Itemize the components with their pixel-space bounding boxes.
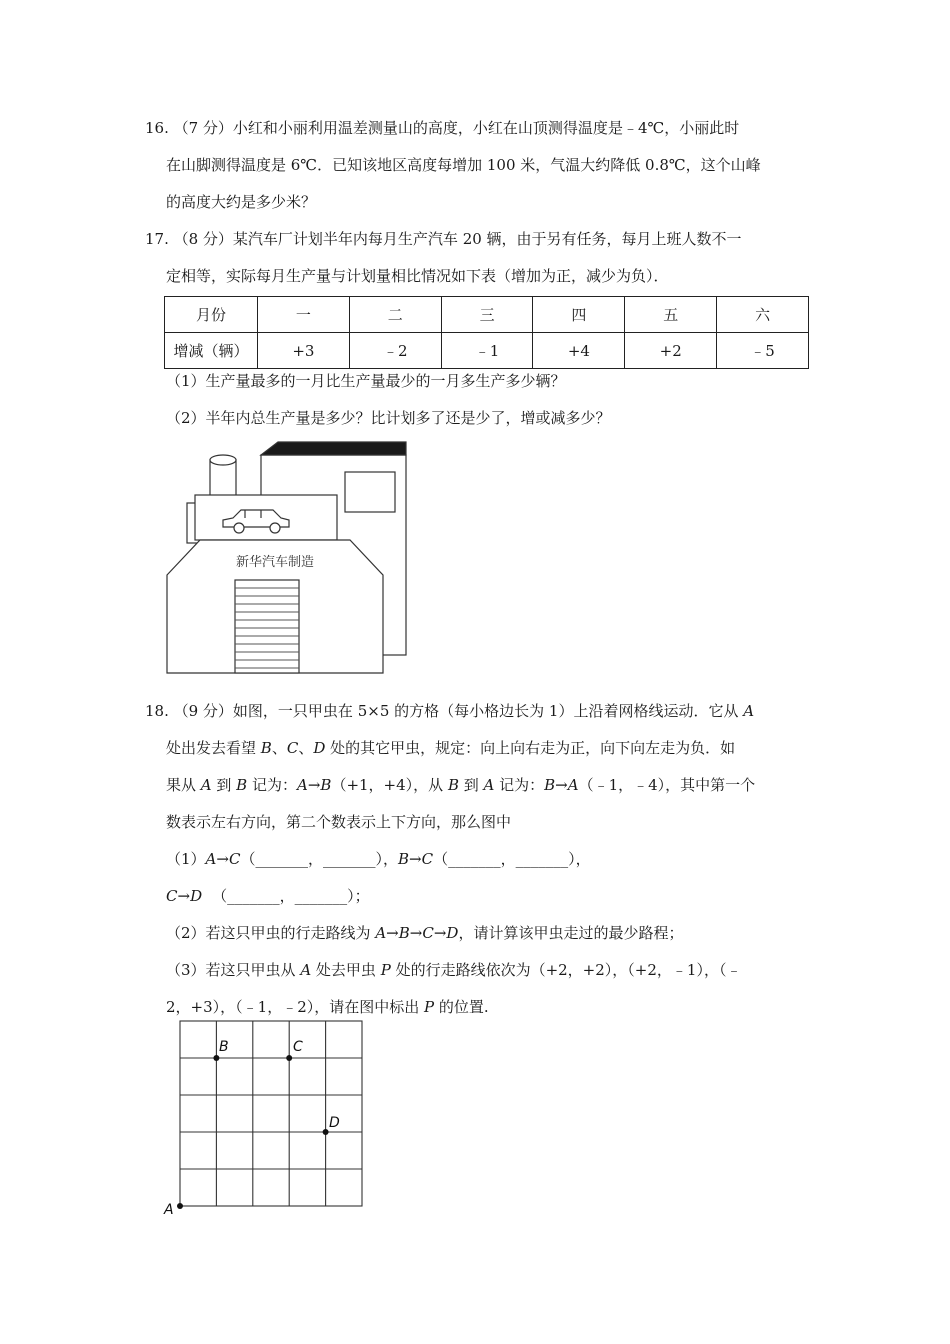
chimney-top bbox=[210, 455, 236, 465]
q18-text: 处的其它甲虫，规定：向上向右走为正，向下向左走为负．如 bbox=[325, 739, 736, 757]
var-c: C bbox=[228, 850, 241, 868]
table-cell: +2 bbox=[625, 333, 717, 369]
q18-text: 记为： bbox=[247, 776, 297, 794]
tall-building-roof bbox=[261, 442, 406, 455]
var-b: B bbox=[397, 850, 410, 868]
point-d bbox=[323, 1129, 329, 1135]
building-window bbox=[345, 472, 395, 512]
table-cell: 五 bbox=[625, 297, 717, 333]
var-c: C bbox=[421, 850, 434, 868]
factory-sign-text: 新华汽车制造 bbox=[235, 555, 315, 570]
q18-text: 处的行走路线依次为（+2，+2），（+2，﹣1），（﹣ bbox=[390, 961, 742, 979]
q18-text: ； bbox=[354, 887, 370, 905]
point-b bbox=[213, 1055, 219, 1061]
table-cell: 六 bbox=[717, 297, 809, 333]
q18-sub-1-cont bbox=[166, 885, 370, 907]
var-b: B bbox=[544, 776, 556, 794]
table-cell: ﹣5 bbox=[717, 333, 809, 369]
factory-illustration bbox=[165, 440, 425, 680]
table-cell: 四 bbox=[533, 297, 625, 333]
arrow: → bbox=[409, 850, 422, 868]
garage-door bbox=[235, 580, 299, 673]
q18-text: 处去甲虫 bbox=[311, 961, 381, 979]
label-d: D bbox=[329, 1115, 340, 1131]
q18-text: 到 bbox=[211, 776, 237, 794]
table-cell: 月份 bbox=[165, 297, 258, 333]
var-c: C bbox=[166, 887, 178, 905]
q18-text: （3）若这只甲虫从 bbox=[166, 961, 301, 979]
var-b: B bbox=[398, 924, 410, 942]
var-b: B bbox=[236, 776, 248, 794]
table-cell: ﹣1 bbox=[441, 333, 533, 369]
var-a: A bbox=[300, 961, 312, 979]
q18-text: （﹣1，﹣4），其中第一个 bbox=[578, 776, 756, 794]
table-cell: 二 bbox=[349, 297, 441, 333]
q17-line-2: 定相等，实际每月生产量与计划量相比情况如下表（增加为正，减少为负）． bbox=[166, 267, 669, 285]
arrow: → bbox=[555, 776, 568, 794]
car-icon bbox=[270, 523, 280, 533]
q18-text: 、 bbox=[271, 739, 287, 757]
var-b: B bbox=[260, 739, 272, 757]
q18-text: （2）若这只甲虫的行走路线为 bbox=[166, 924, 376, 942]
q18-text: 记为： bbox=[494, 776, 545, 794]
q17-line-1: 17. （8 分）某汽车厂计划半年内每月生产汽车 20 辆，由于另有任务，每月上班人数不一 bbox=[145, 230, 742, 248]
q18-text: 的位置. bbox=[434, 998, 489, 1016]
arrow: → bbox=[409, 924, 423, 942]
table-cell: ﹣2 bbox=[349, 333, 441, 369]
var-c: C bbox=[286, 739, 299, 757]
q18-text: 2，+3），（﹣1，﹣2），请在图中标出 bbox=[166, 998, 425, 1016]
var-a: A bbox=[483, 776, 495, 794]
q18-text: 处出发去看望 bbox=[166, 739, 261, 757]
q18-sub-3 bbox=[166, 959, 741, 981]
var-b: B bbox=[447, 776, 459, 794]
arrow: → bbox=[433, 924, 447, 942]
q18-text: （1） bbox=[166, 850, 206, 868]
q16-line-2: 在山脚测得温度是 6℃．已知该地区高度每增加 100 米，气温大约降低 0.8℃，这个山峰 bbox=[166, 156, 761, 174]
answer-blank[interactable]: （_______，_______） bbox=[433, 850, 576, 868]
q18-text: （+1，+4），从 bbox=[331, 776, 448, 794]
var-a: A bbox=[743, 702, 755, 720]
q16-line-3: 的高度大约是多少米？ bbox=[166, 193, 317, 211]
var-d: D bbox=[446, 924, 459, 942]
answer-blank[interactable]: （_______，_______） bbox=[212, 887, 355, 905]
q17-sub-2: （2）半年内总生产量是多少？比计划多了还是少了，增或减多少？ bbox=[166, 409, 611, 427]
table-cell: 一 bbox=[258, 297, 350, 333]
answer-blank[interactable]: （_______，_______） bbox=[240, 850, 383, 868]
arrow: → bbox=[177, 887, 191, 905]
beetle-grid bbox=[160, 1015, 370, 1220]
q18-line-1-text: 18. （9 分）如图，一只甲虫在 5×5 的方格（每小格边长为 1）上沿着网格线运动．它从 bbox=[145, 702, 744, 720]
car-icon bbox=[234, 523, 244, 533]
label-a: A bbox=[164, 1202, 174, 1218]
q18-text: 果从 bbox=[166, 776, 201, 794]
q18-line-4: 数表示左右方向，第二个数表示上下方向，那么图中 bbox=[166, 813, 512, 831]
grid-border bbox=[180, 1021, 362, 1206]
q18-sub-1 bbox=[166, 848, 591, 870]
var-c: C bbox=[422, 924, 434, 942]
arrow: → bbox=[307, 776, 321, 794]
point-c bbox=[286, 1055, 292, 1061]
var-d: D bbox=[190, 887, 203, 905]
q18-text: 到 bbox=[458, 776, 484, 794]
table-row bbox=[165, 333, 809, 369]
q18-text: ，请计算该甲虫走过的最少路程； bbox=[458, 924, 684, 942]
q18-sub-2 bbox=[166, 922, 683, 944]
var-a: A bbox=[567, 776, 579, 794]
q16-line-1: 16. （7 分）小红和小丽利用温差测量山的高度，小红在山顶测得温度是﹣4℃，小丽此时 bbox=[145, 119, 740, 137]
var-d: D bbox=[313, 739, 326, 757]
var-a: A bbox=[205, 850, 217, 868]
table-cell: +4 bbox=[533, 333, 625, 369]
var-b: B bbox=[320, 776, 332, 794]
q18-line-3 bbox=[166, 774, 755, 796]
var-a: A bbox=[296, 776, 308, 794]
table-cell: 三 bbox=[441, 297, 533, 333]
arrow: → bbox=[216, 850, 229, 868]
table-header-row bbox=[165, 297, 809, 333]
table-cell: 增减（辆） bbox=[165, 333, 258, 369]
label-c: C bbox=[293, 1039, 303, 1055]
var-a: A bbox=[375, 924, 387, 942]
q18-line-1 bbox=[145, 700, 754, 722]
var-a: A bbox=[200, 776, 212, 794]
q18-text: 、 bbox=[298, 739, 314, 757]
var-p: P bbox=[380, 961, 391, 979]
table-cell: +3 bbox=[258, 333, 350, 369]
q17-sub-1: （1）生产量最多的一月比生产量最少的一月多生产多少辆？ bbox=[166, 372, 566, 390]
q18-text: ， bbox=[575, 850, 591, 868]
label-b: B bbox=[219, 1039, 229, 1055]
production-table bbox=[164, 296, 809, 369]
q18-line-2 bbox=[166, 737, 735, 759]
q18-text: ， bbox=[382, 850, 398, 868]
point-a bbox=[177, 1203, 183, 1209]
arrow: → bbox=[386, 924, 399, 942]
var-p: P bbox=[424, 998, 435, 1016]
